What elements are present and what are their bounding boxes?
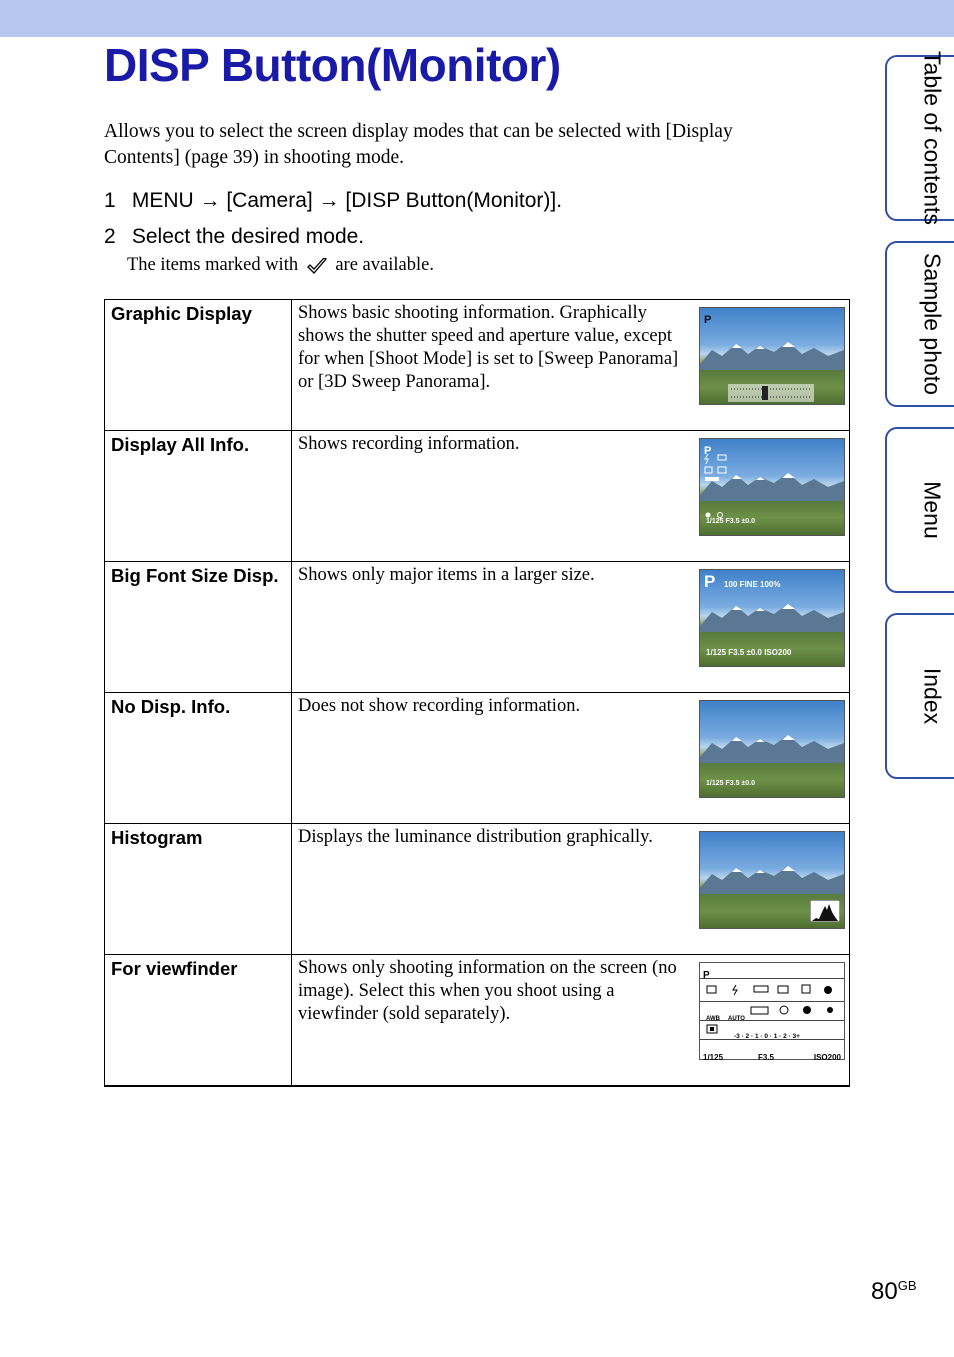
histogram-preview: [699, 831, 845, 929]
mode-description: [292, 693, 850, 824]
checkmark-icon: [307, 258, 327, 274]
display-modes-table: [104, 299, 850, 1087]
mode-label: Big Font Size Disp.: [105, 562, 292, 693]
table-row: [105, 431, 850, 562]
mode-indicator: P: [704, 314, 712, 326]
display-all-info-preview: [699, 438, 845, 536]
mode-description: [292, 824, 850, 955]
note-text-before: The items marked with: [127, 255, 299, 275]
mode-indicator: P: [704, 572, 716, 591]
iso-auto-label: AUTO: [728, 1016, 745, 1022]
tab-sample-photo[interactable]: [885, 241, 954, 407]
mode-indicator: P: [703, 970, 710, 981]
exposure-readout: 1/125 F3.5 ±0.0: [706, 518, 755, 525]
description-text: Does not show recording information.: [298, 696, 581, 716]
divider: [700, 1039, 844, 1040]
tab-menu[interactable]: [885, 427, 954, 593]
mode-description: [292, 955, 850, 1087]
big-font-preview: [699, 569, 845, 667]
mountain-range: [700, 729, 844, 763]
tab-table-of-contents[interactable]: [885, 51, 954, 225]
step-1: [104, 189, 562, 213]
tab-index[interactable]: [885, 613, 954, 779]
iso-readout: ISO200: [813, 1053, 841, 1062]
mode-description: [292, 300, 850, 431]
mode-label: Graphic Display: [105, 300, 292, 431]
exposure-readout: 1/125 F3.5 ±0.0: [706, 780, 755, 787]
divider: [700, 1001, 844, 1002]
table-row: [105, 824, 850, 955]
page-number: [871, 1278, 917, 1306]
histogram-graph: [810, 900, 840, 922]
header-band: [0, 0, 954, 37]
step-text: MENU → [Camera] → [DISP Button(Monitor)].: [131, 189, 563, 212]
step-number: 1: [104, 189, 116, 212]
mountain-range: [700, 598, 844, 632]
mode-description: [292, 562, 850, 693]
table-row: [105, 562, 850, 693]
step-2: [104, 225, 364, 249]
description-text: Shows basic shooting information. Graphically shows the shutter speed and aperture value, except for when [Shoot Mode] is set to [Sweep Panorama] or [3D Sweep Panorama].: [298, 303, 679, 392]
intro-paragraph: Allows you to select the screen display modes that can be selected with [Display Contents] (page 39) in shooting mode.: [104, 121, 733, 168]
tab-label: Table of contents: [919, 51, 946, 225]
exposure-readout: 1/125 F3.5 ±0.0 ISO200: [706, 648, 792, 657]
mode-label: For viewfinder: [105, 955, 292, 1087]
tab-label: Menu: [919, 481, 946, 539]
divider: [700, 978, 844, 979]
exposure-scale: -3 · 2 · 1 · 0 · 1 · 2 · 3+: [734, 1033, 800, 1040]
page-title: DISP Button(Monitor): [104, 39, 561, 91]
white-balance-label: AWB: [706, 1016, 720, 1022]
mountain-range: [700, 860, 844, 894]
description-text: Displays the luminance distribution graphically.: [298, 827, 653, 847]
aperture-readout: F3.5: [758, 1053, 775, 1062]
setting-icons-row-2: [750, 1005, 840, 1017]
viewfinder-info-screen: [699, 962, 845, 1060]
divider: [700, 1020, 844, 1021]
tab-label: Index: [919, 667, 946, 725]
top-info-readout: 100 FINE 100%: [724, 580, 781, 589]
description-text: Shows only major items in a larger size.: [298, 565, 595, 585]
step-text: Select the desired mode.: [131, 225, 365, 248]
graphic-display-preview: [699, 307, 845, 405]
page-number-suffix: GB: [897, 1278, 917, 1293]
table-row: [105, 693, 850, 824]
no-disp-info-preview: [699, 700, 845, 798]
shutter-speed-readout: 1/125: [703, 1053, 724, 1062]
mode-indicator: P: [704, 445, 712, 457]
mode-label: No Disp. Info.: [105, 693, 292, 824]
page-number-value: 80: [871, 1278, 898, 1305]
setting-icons-row-1: [706, 984, 838, 996]
mode-description: [292, 431, 850, 562]
note-text-after: are available.: [335, 255, 434, 275]
step-number: 2: [104, 225, 116, 248]
table-row: [105, 955, 850, 1087]
availability-note: [127, 255, 434, 276]
mode-label: Histogram: [105, 824, 292, 955]
table-row: [105, 300, 850, 431]
description-text: Shows only shooting information on the screen (no image). Select this when you shoot using a viewfinder (sold separately).: [298, 958, 677, 1024]
tab-label: Sample photo: [919, 253, 946, 395]
mode-label: Display All Info.: [105, 431, 292, 562]
mountain-range: [700, 336, 844, 370]
description-text: Shows recording information.: [298, 434, 520, 454]
metering-icon: [706, 1024, 718, 1034]
shutter-aperture-scale: [728, 384, 814, 402]
